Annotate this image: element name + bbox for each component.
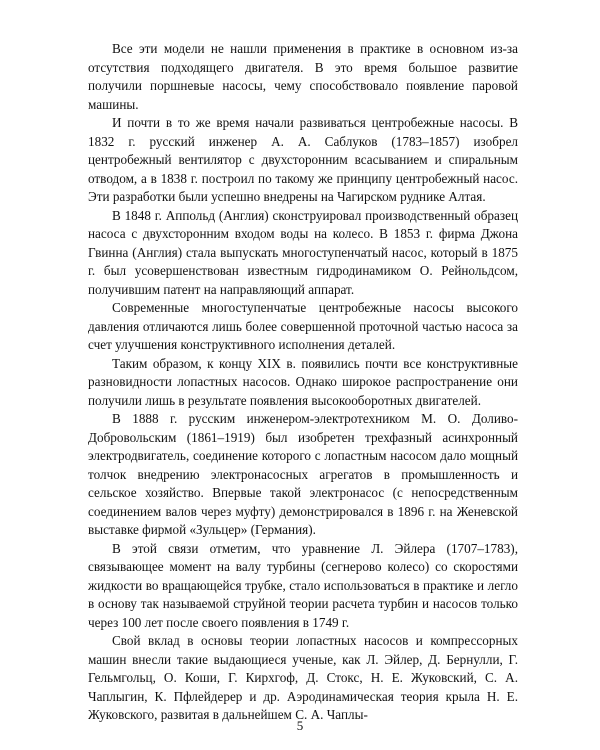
paragraph: Таким образом, к концу XIX в. появились почти все конструктивные разновидности лопастных насосов. Однако широкое распространение они получили лишь в результате появления высокооборотных двигателей. bbox=[88, 355, 518, 408]
page-number: 5 bbox=[296, 718, 304, 733]
paragraph: Все эти модели не нашли применения в практике в основном из-за отсутствия подходящего двигателя. В это время большое развитие получили поршневые насосы, чему способствовало появление паровой машины. bbox=[88, 41, 518, 112]
paragraph: И почти в то же время начали развиваться центробежные насосы. В 1832 г. русский инженер А. А. Саблуков (1783–1857) изобрел центробежный вентилятор с двухсторонним всасыванием и спиральным отводом, а в 1838 г. построил по такому же принципу центробежный насос. Эти разработки были успешно внедрены на Чагирском руднике Алтая. bbox=[88, 115, 518, 204]
paragraph: Свой вклад в основы теории лопастных насосов и компрессорных машин внесли такие выдающиеся ученые, как Л. Эйлер, Д. Бернулли, Г. Гельмгольц, О. Коши, Г. Кирхгоф, Д. Стокс, Н. Е. Жуковский, С. А. Чаплыгин, К. Пфлейдерер и др. Аэродинамическая теория крыла Н. Е. Жуковского, развитая в дальнейшем С. А. Чаплы- bbox=[88, 633, 518, 722]
paragraph: В 1888 г. русским инженером-электротехником М. О. Доливо-Добровольским (1861–1919) был изобретен трехфазный асинхронный электродвигатель, соединение которого с лопастным насосом дало мощный толчок внедрению электронасосных агрегатов в промышленность и сельское хозяйство. Впервые такой электронасос (с непосредственным соединением валов через муфту) демонстрировался в 1896 г. на Женевской выставке фирмой «Зульцер» (Германия). bbox=[88, 411, 518, 537]
paragraph: В 1848 г. Аппольд (Англия) сконструировал производственный образец насоса с двухсторонним входом воды на колесо. В 1853 г. фирма Джона Гвинна (Англия) стала выпускать многоступенчатый насос, который в 1875 г. был усовершенствован известным гидродинамиком О. Рейнольдсом, получившим патент на направляющий аппарат. bbox=[88, 207, 518, 297]
paragraph: В этой связи отметим, что уравнение Л. Эйлера (1707–1783), связывающее момент на валу турбины (сегнерово колесо) со скоростями жидкости во вращающейся трубке, стало использоваться в практике и легло в основу так называемой струйной теории расчета турбин и насосов только через 100 лет после своего появления в 1749 г. bbox=[88, 540, 518, 630]
document-body bbox=[88, 40, 518, 725]
paragraph: Современные многоступенчатые центробежные насосы высокого давления отличаются лишь более совершенной проточной частью насоса за счет улучшения конструктивного исполнения деталей. bbox=[88, 300, 518, 352]
